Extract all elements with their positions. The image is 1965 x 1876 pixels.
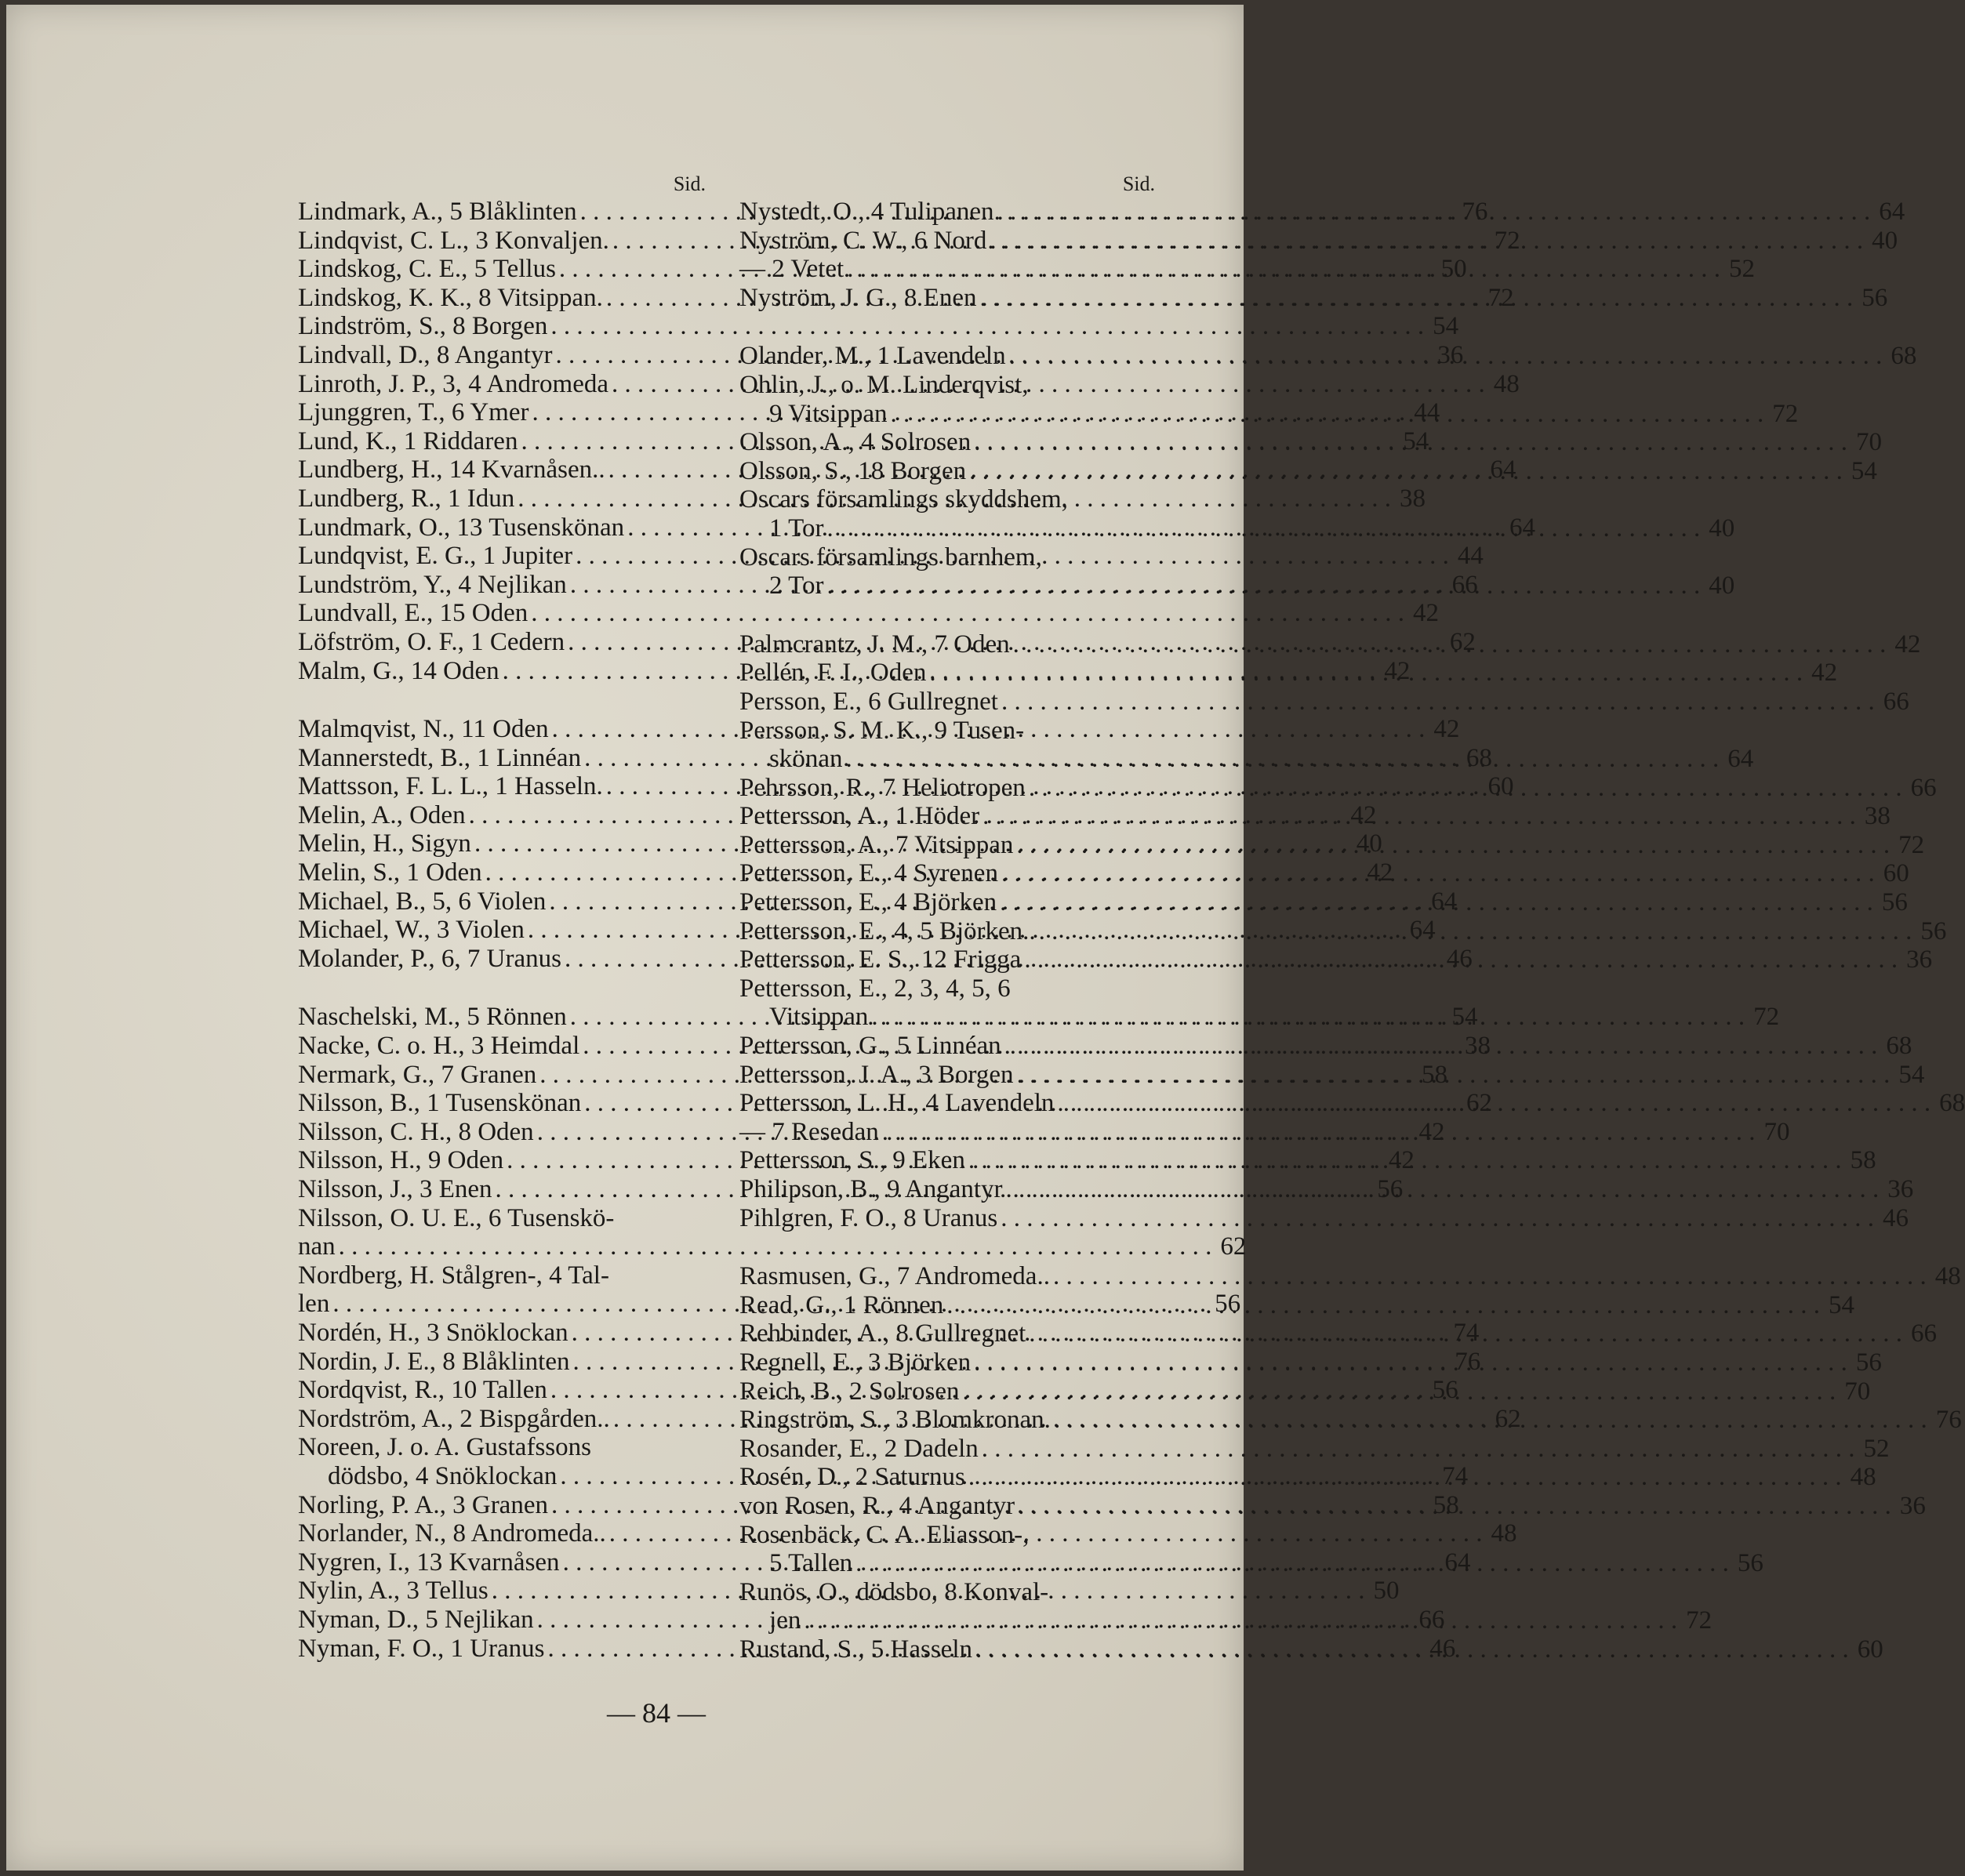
index-entry-line: Rosenbäck, C. A. Eliasson-, [739,1520,1030,1549]
dot-leader [969,457,1843,486]
entry-name: Pettersson, E., 4 Björken [739,888,997,917]
entry-page-number: 66 [1451,570,1478,599]
entry-page-number: 62 [1466,1089,1492,1118]
dot-leader [968,1463,1842,1492]
entry-page-number: 42 [1418,1117,1445,1146]
page-footer [6,1696,1244,1729]
entry-name: Norlander, N., 8 Andromeda.. [298,1519,606,1548]
entry-page-number: 66 [1418,1605,1445,1634]
index-entry-line: Persson, S. M. K., 9 Tusen- [739,716,1025,745]
dot-leader [1029,1319,1902,1348]
dot-leader [855,1549,1729,1578]
dot-leader [982,1435,1855,1464]
entry-name: Molander, P., 6, 7 Uranus [298,944,561,973]
entry-name: Nyström, J. G., 8 Enen [739,283,977,312]
entry-page-number: 56 [1377,1175,1404,1203]
entry-name: Rosander, E., 2 Dadeln [739,1434,979,1463]
dot-leader [1018,1492,1891,1521]
entry-name: Lundström, Y., 4 Nejlikan [298,570,567,599]
entry-name: Nystedt, O., 4 Tulipanen [739,198,994,226]
entry-page-number: 46 [1446,944,1473,973]
entry-page-number: 54 [1851,456,1877,485]
entry-name: Lundmark, O., 13 Tusenskönan [298,513,625,542]
index-entry-line: Pettersson, E., 2, 3, 4, 5, 6 [739,974,1011,1003]
entry-name: Lundvall, E., 15 Oden [298,599,528,628]
entry-page-number: 36 [1899,1491,1926,1520]
entry-page-number: 60 [1487,772,1514,801]
index-entry [739,1203,1909,1233]
page-number: — 84 — [607,1697,706,1729]
index-entry [739,659,1838,688]
entry-name: Pehrsson, R., 7 Heliotropen [739,773,1026,802]
entry-name: Pettersson, E. S., 12 Frigga [739,945,1022,974]
entry-page-number: 72 [1686,1606,1713,1635]
entry-name: 5 Tallen [769,1549,853,1578]
entry-page-number: 74 [1442,1461,1469,1490]
entry-name: Löfström, O. F., 1 Cedern [298,627,565,656]
entry-name: Nordén, H., 3 Snöklockan [298,1318,568,1347]
entry-page-number: 40 [1709,572,1735,601]
entry-page-number: 54 [1433,312,1459,341]
dot-leader [974,428,1847,457]
entry-page-number: 72 [1494,226,1520,255]
entry-page-number: 40 [1356,829,1382,858]
entry-name: Lund, K., 1 Riddaren [298,426,518,455]
dot-leader [1057,1089,1930,1118]
entry-page-number: 56 [1920,916,1947,945]
entry-page-number: 38 [1864,802,1891,831]
entry-name: Nacke, C. o. H., 3 Heimdal [298,1032,580,1061]
entry-name: Pettersson, E., 4, 5 Björken.. [739,916,1036,945]
entry-page-number: 38 [1399,484,1426,513]
entry-page-number: 66 [1911,1319,1938,1348]
entry-name: Linroth, J. P., 3, 4 Andromeda [298,369,608,398]
entry-page-number: 46 [1429,1634,1456,1663]
index-entry-line: Nordberg, H. Stålgren-, 4 Tal- [298,1261,609,1290]
entry-page-number: 72 [1898,830,1925,859]
entry-name: Melin, H., Sigyn [298,829,471,858]
dot-leader [1009,342,1883,371]
entry-name: — 2 Vetet [739,255,844,284]
entry-name: Michael, B., 5, 6 Violen [298,887,547,916]
entry-name: Lundberg, R., 1 Idun [298,484,515,513]
entry-page-number: 58 [1421,1060,1447,1089]
entry-name: jen [769,1606,801,1635]
dot-leader [1004,1032,1878,1061]
entry-name: Pettersson, S., 9 Eken [739,1146,965,1175]
entry-name: Olsson, S., 18 Borgen [739,456,967,485]
entry-page-number: 76 [1455,1347,1481,1376]
entry-page-number: 50 [1440,255,1467,284]
entry-page-number: 62 [1220,1232,1247,1261]
dot-leader [1017,1061,1891,1090]
entry-page-number: 62 [1449,627,1476,656]
entry-page-number: 64 [1431,887,1458,916]
dot-leader [1006,1175,1880,1204]
entry-name: Pihlgren, F. O., 8 Uranus [739,1203,998,1232]
dot-leader [990,227,1863,256]
dot-leader [882,1118,1756,1147]
entry-name: Rasmusen, G., 7 Andromeda.. [739,1262,1050,1291]
dot-leader [975,1635,1849,1664]
dot-leader [979,284,1853,313]
index-entry [298,599,1440,628]
entry-name: Nilsson, J., 3 Enen [298,1175,492,1203]
sid-header-right: Sid. [1122,172,1155,195]
index-entry-line: Runös, O., dödsbo, 8 Konval- [739,1577,1049,1606]
entry-page-number: 58 [1433,1490,1459,1519]
entry-name: Lindskog, K. K., 8 Vitsippan. [298,283,603,312]
entry-page-number: 48 [1491,1519,1517,1548]
entry-name: Malm, G., 14 Oden [298,656,499,685]
entry-name: 9 Vitsippan [769,399,888,428]
entry-page-number: 70 [1844,1377,1871,1406]
entry-page-number: 42 [1433,715,1460,744]
dot-leader [962,1377,1836,1406]
entry-page-number: 42 [1894,630,1921,659]
entry-page-number: 64 [1879,198,1905,226]
entry-page-number: 64 [1509,513,1535,542]
section-gap [739,1232,1155,1262]
entry-name: Pettersson, L. H., 4 Lavendeln [739,1089,1055,1118]
index-entry-line: Noreen, J. o. A. Gustafssons [298,1433,591,1462]
entry-page-number: 42 [1811,659,1838,688]
entry-page-number: 48 [1934,1262,1961,1291]
index-entry [739,1434,1890,1464]
entry-page-number: 56 [1737,1549,1763,1578]
entry-name: Nyman, D., 5 Nejlikan [298,1605,534,1634]
dot-leader [974,1348,1847,1377]
entry-name: Palmcrantz, J. M., 7 Oden [739,630,1010,659]
entry-name: Pettersson, A., 1 Höder [739,802,980,831]
entry-name: Philipson, B., 9 Angantyr [739,1175,1003,1203]
entry-name: Lindqvist, C. L., 3 Konvaljen. [298,226,609,255]
entry-page-number: 76 [1462,198,1488,226]
entry-page-number: 56 [1432,1376,1458,1405]
entry-name: Olsson, A., 4 Solrosen [739,428,972,457]
dot-leader [804,1606,1677,1635]
entry-page-number: 44 [1414,398,1440,427]
entry-name: Naschelski, M., 5 Rönnen [298,1003,567,1032]
entry-page-number: 36 [1906,945,1933,974]
entry-page-number: 66 [1910,773,1937,802]
entry-name: Lindvall, D., 8 Angantyr [298,340,553,369]
entry-name: von Rosen, R., 4 Angantyr [739,1491,1015,1520]
entry-page-number: 60 [1883,859,1909,888]
entry-page-number: 44 [1457,542,1484,571]
entry-name: Pettersson, J. A., 3 Borgen [739,1060,1014,1089]
entry-name: len [298,1290,330,1319]
entry-name: Persson, E., 6 Gullregnet [739,687,998,716]
dot-leader [846,745,1720,774]
entry-name: Nilsson, C. H., 8 Oden [298,1117,534,1146]
section-gap [298,973,706,1003]
entry-page-number: 72 [1487,283,1514,312]
dot-leader [1053,1262,1927,1291]
entry-name: Lundberg, H., 14 Kvarnåsen.. [298,455,605,484]
entry-name: 2 Tor [769,572,824,601]
dot-leader [1001,688,1875,717]
entry-name: Melin, A., Oden [298,800,466,829]
entry-page-number: 50 [1373,1577,1400,1606]
entry-page-number: 52 [1863,1434,1890,1463]
entry-name: Lindström, S., 8 Borgen [298,312,548,341]
sid-header-left: Sid. [673,172,706,195]
entry-name: Olander, M., 1 Lavendeln [739,342,1006,371]
entry-name: nan [298,1232,336,1261]
entry-name: Michael, W., 3 Violen [298,916,525,945]
entry-page-number: 36 [1437,340,1464,369]
entry-page-number: 64 [1490,455,1516,484]
entry-name: Rustand, S., 5 Hasseln [739,1635,972,1664]
dot-leader [827,514,1701,543]
entry-page-number: 58 [1850,1146,1876,1175]
index-entry-line: Ohlin, J., o. M. Linderqvist, [739,370,1029,399]
entry-name: Nylin, A., 3 Tellus [298,1577,489,1606]
entry-name: Nyström, C. W., 6 Nord [739,226,987,255]
dot-leader [1039,917,1912,946]
entry-name: Ringström, S., 3 Blomkronan. [739,1406,1051,1435]
entry-name: Pettersson, E., 4 Syrenen [739,859,998,888]
entry-page-number: 62 [1495,1404,1521,1433]
entry-page-number: 42 [1388,1146,1415,1175]
entry-page-number: 54 [1451,1003,1478,1032]
entry-name: Melin, S., 1 Oden [298,858,482,887]
entry-page-number: 36 [1887,1175,1914,1203]
index-entry [298,312,1459,341]
entry-name: Rehbinder, A., 8 Gullregnet [739,1319,1026,1348]
entry-name: Pellén, F. I., Oden [739,659,927,688]
entry-page-number: 56 [1881,888,1908,917]
dot-leader [1013,627,1887,659]
entry-page-number: 68 [1891,342,1917,371]
entry-name: Lindskog, C. E., 5 Tellus [298,255,556,284]
dot-leader [871,1003,1745,1032]
entry-name: Nilsson, B., 1 Tusenskönan [298,1089,582,1118]
entry-name: Nilsson, H., 9 Oden [298,1146,504,1175]
entry-page-number: 38 [1465,1032,1491,1061]
dot-leader [891,400,1764,429]
entry-page-number: 68 [1466,743,1492,772]
entry-name: Nordin, J. E., 8 Blåklinten [298,1347,570,1376]
entry-name: Nyman, F. O., 1 Uranus [298,1634,545,1663]
dot-leader [1001,859,1875,888]
entry-page-number: 54 [1829,1290,1855,1319]
entry-name: Read, G., 1 Rönnen [739,1290,944,1319]
entry-page-number: 64 [1727,745,1754,774]
entry-name: Vitsippan [769,1003,869,1032]
entry-page-number: 74 [1453,1318,1480,1347]
index-entry-line: Oscars församlings barnhem, [739,542,1042,572]
entry-name: Rosén, D., 2 Saturnus [739,1463,965,1492]
entry-name: Lundqvist, E. G., 1 Jupiter [298,542,573,571]
entry-page-number: 64 [1444,1548,1471,1577]
entry-name: Pettersson, A., 7 Vitsippan [739,830,1014,859]
entry-name: Reich, B., 2 Solrosen [739,1377,960,1406]
entry-name: Pettersson, G., 5 Linnéan [739,1032,1001,1061]
entry-page-number: 70 [1855,428,1882,457]
entry-name: Norling, P. A., 3 Granen [298,1490,548,1519]
dot-leader [1054,1406,1927,1435]
entry-page-number: 40 [1872,226,1898,255]
entry-name: Mannerstedt, B., 1 Linnéan [298,743,582,772]
entry-name: skönan [769,745,843,774]
dot-leader [968,1146,1842,1175]
entry-page-number: 64 [1409,916,1436,945]
section-gap [298,685,706,715]
entry-name: Nordström, A., 2 Bispgården.. [298,1404,610,1433]
entry-page-number: 68 [1939,1089,1965,1118]
entry-page-number: 42 [1384,656,1411,685]
index-entry [739,1262,1961,1291]
document-page [6,5,1965,1871]
dot-leader [946,1291,1820,1320]
entry-page-number: 48 [1850,1463,1876,1492]
entry-page-number: 40 [1709,513,1735,542]
entry-page-number: 42 [1413,599,1440,628]
entry-name: — 7 Resedan [739,1117,879,1146]
entry-name: Regnell, E., 3 Björken [739,1348,972,1377]
entry-page-number: 56 [1215,1290,1241,1319]
dot-leader [997,198,1871,227]
section-gap [739,312,1155,342]
entry-page-number: 72 [1772,399,1799,428]
entry-name: Nygren, I., 13 Kvarnåsen [298,1548,560,1577]
dot-leader [1000,888,1873,917]
entry-name: Malmqvist, N., 11 Oden [298,715,549,744]
entry-name: Ljunggren, T., 6 Ymer [298,398,529,427]
dot-leader [982,802,1856,831]
entry-name: Nermark, G., 7 Granen [298,1060,537,1089]
index-entry [298,1232,1247,1261]
dot-leader [847,255,1720,284]
dot-leader [1024,945,1898,974]
entry-page-number: 68 [1886,1032,1912,1061]
entry-page-number: 42 [1350,800,1377,829]
dot-leader [1029,774,1902,803]
entry-page-number: 56 [1861,283,1888,312]
entry-page-number: 66 [1883,687,1909,716]
entry-page-number: 54 [1898,1060,1925,1089]
dot-leader [929,656,1803,688]
entry-page-number: 76 [1935,1406,1962,1435]
dot-leader [827,572,1701,601]
entry-page-number: 48 [1493,369,1520,398]
dot-leader [1016,831,1890,860]
entry-name: 1 Tor [769,513,824,542]
entry-page-number: 54 [1403,426,1429,455]
entry-page-number: 46 [1882,1203,1909,1232]
entry-page-number: 42 [1367,858,1393,887]
entry-page-number: 72 [1753,1003,1780,1032]
entry-page-number: 56 [1855,1348,1882,1377]
entry-page-number: 52 [1728,255,1755,284]
entry-page-number: 70 [1763,1117,1790,1146]
section-gap [739,601,1155,630]
entry-name: Nordqvist, R., 10 Tallen [298,1376,547,1405]
entry-name: Lindmark, A., 5 Blåklinten [298,198,577,226]
index-entry-line: Nilsson, O. U. E., 6 Tusenskö- [298,1203,615,1232]
index-entry-line: Oscars församlings skyddshem, [739,485,1068,514]
entry-name: Mattsson, F. L. L., 1 Hasseln. [298,772,603,801]
entry-name: dödsbo, 4 Snöklockan [328,1461,558,1490]
index-entry [739,687,1909,717]
entry-page-number: 60 [1857,1635,1883,1664]
dot-leader [1001,1204,1874,1233]
